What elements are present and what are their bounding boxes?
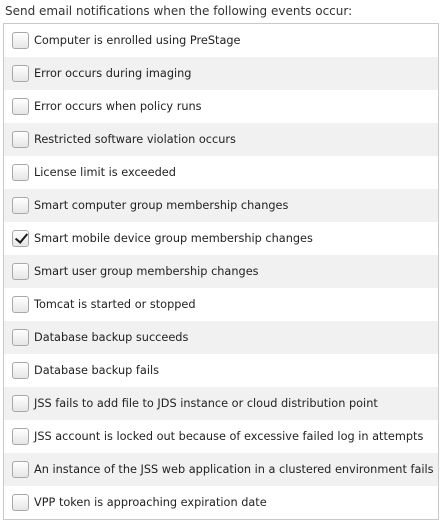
notification-events-list (3, 23, 439, 520)
event-label: VPP token is approaching expiration date (34, 495, 267, 509)
section-heading: Send email notifications when the following events occur: (5, 4, 353, 18)
event-label: License limit is exceeded (34, 165, 176, 179)
event-row-cluster-fails (4, 453, 438, 486)
event-label: Error occurs when policy runs (34, 99, 202, 113)
event-checkbox[interactable] (12, 362, 29, 379)
event-row-computer-enrolled (4, 24, 438, 57)
event-checkbox[interactable] (12, 197, 29, 214)
event-checkbox[interactable] (12, 164, 29, 181)
event-row-backup-succeeds (4, 321, 438, 354)
event-row-tomcat (4, 288, 438, 321)
event-label: Error occurs during imaging (34, 66, 192, 80)
event-label: JSS account is locked out because of excessive failed log in attempts (34, 429, 424, 443)
event-checkbox[interactable] (12, 395, 29, 412)
event-row-policy-error (4, 90, 438, 123)
event-row-restricted-software (4, 123, 438, 156)
event-label: Restricted software violation occurs (34, 132, 236, 146)
event-checkbox[interactable] (12, 131, 29, 148)
event-row-imaging-error (4, 57, 438, 90)
event-checkbox[interactable] (12, 494, 29, 511)
event-row-account-locked (4, 420, 438, 453)
event-row-license-limit (4, 156, 438, 189)
event-label: Database backup succeeds (34, 330, 189, 344)
event-label: Tomcat is started or stopped (34, 297, 196, 311)
event-label: Smart computer group membership changes (34, 198, 289, 212)
event-checkbox[interactable] (12, 461, 29, 478)
event-label: JSS fails to add file to JDS instance or cloud distribution point (34, 396, 378, 410)
event-label: Smart mobile device group membership changes (34, 231, 313, 245)
event-row-vpp-token (4, 486, 438, 519)
event-checkbox[interactable] (12, 98, 29, 115)
event-checkbox[interactable] (12, 65, 29, 82)
event-label: Computer is enrolled using PreStage (34, 33, 241, 47)
event-row-smart-user-group (4, 255, 438, 288)
event-checkbox[interactable] (12, 329, 29, 346)
event-checkbox[interactable] (12, 296, 29, 313)
event-label: An instance of the JSS web application in a clustered environment fails (34, 462, 434, 476)
event-row-smart-computer-group (4, 189, 438, 222)
event-row-jds-add-file (4, 387, 438, 420)
event-checkbox-checked[interactable] (12, 230, 29, 247)
event-label: Smart user group membership changes (34, 264, 259, 278)
event-checkbox[interactable] (12, 263, 29, 280)
event-row-backup-fails (4, 354, 438, 387)
event-row-smart-mobile-group (4, 222, 438, 255)
event-label: Database backup fails (34, 363, 159, 377)
event-checkbox[interactable] (12, 428, 29, 445)
event-checkbox[interactable] (12, 32, 29, 49)
